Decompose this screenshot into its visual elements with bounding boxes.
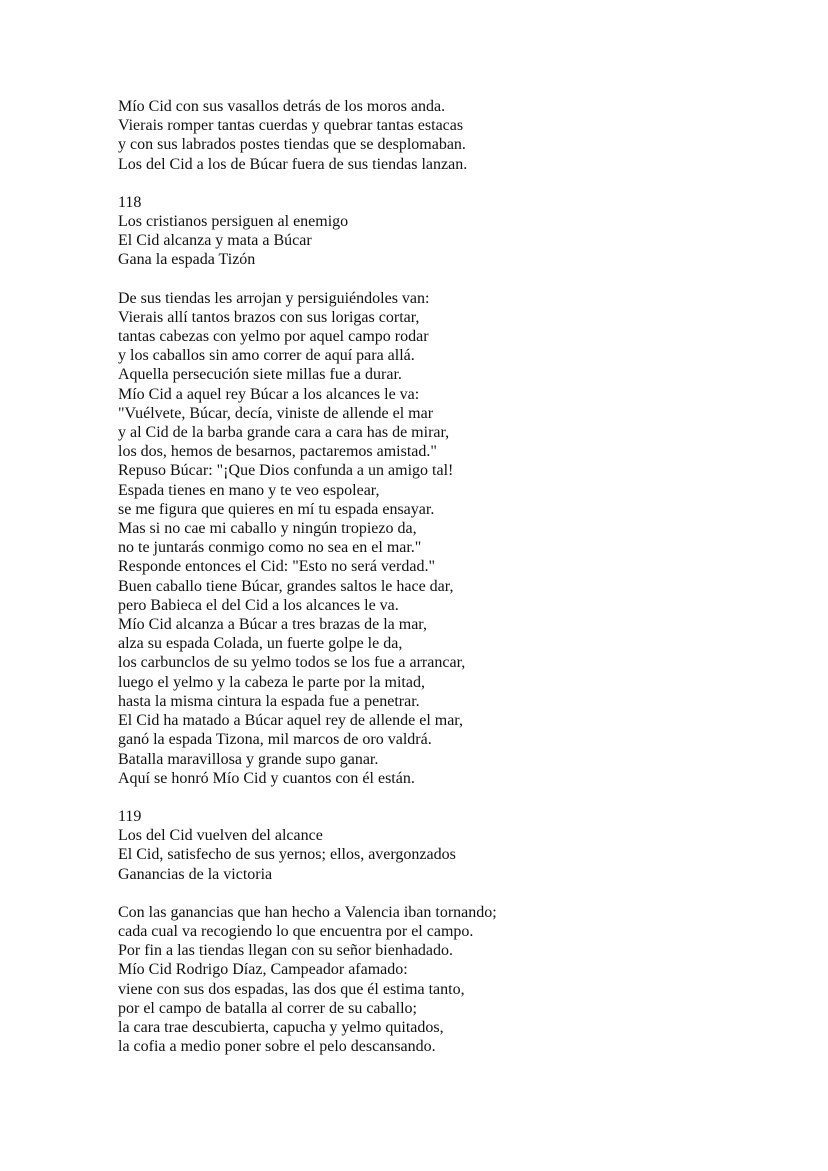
verse-line: cada cual va recogiendo lo que encuentra por el campo. [118, 922, 474, 940]
verse-line: y los caballos sin amo correr de aquí para allá. [118, 347, 415, 365]
section-heading: Los cristianos persiguen al enemigo [118, 213, 349, 231]
stanza-gap [118, 788, 798, 807]
verse-line: Por fin a las tiendas llegan con su señor bienhadado. [118, 942, 454, 960]
verse-line: "Vuélvete, Búcar, decía, viniste de allende el mar [118, 404, 434, 422]
verse-line: Los del Cid a los de Búcar fuera de sus tiendas lanzan. [118, 155, 468, 173]
stanza-gap [118, 270, 798, 289]
verse-line: Mío Cid alcanza a Búcar a tres brazas de la mar, [118, 616, 427, 634]
verse-line: tantas cabezas con yelmo por aquel campo rodar [118, 328, 429, 346]
verse-line: pero Babieca el del Cid a los alcances le va. [118, 596, 399, 614]
verse-line: Repuso Búcar: "¡Que Dios confunda a un amigo tal! [118, 462, 454, 480]
verse-line: Mío Cid a aquel rey Búcar a los alcances le va: [118, 385, 420, 403]
document-page [118, 97, 798, 1056]
section-heading: Los del Cid vuelven del alcance [118, 827, 323, 845]
section-number: 119 [118, 807, 142, 825]
verse-line: luego el yelmo y la cabeza le parte por la mitad, [118, 673, 425, 691]
section-118-verses [118, 289, 798, 788]
section-number: 118 [118, 193, 142, 211]
verse-line: los carbunclos de su yelmo todos se los fue a arrancar, [118, 654, 466, 672]
verse-line: no te juntarás conmigo como no sea en el mar." [118, 539, 422, 557]
section-heading: Gana la espada Tizón [118, 251, 256, 269]
verse-line: alza su espada Colada, un fuerte golpe le da, [118, 635, 403, 653]
verse-line: Mío Cid Rodrigo Díaz, Campeador afamado: [118, 961, 408, 979]
verse-line: Espada tienes en mano y te veo espolear, [118, 481, 380, 499]
verse-line: Mío Cid con sus vasallos detrás de los moros anda. [118, 98, 446, 115]
verse-line: Vierais allí tantos brazos con sus lorigas cortar, [118, 308, 420, 326]
verse-line: De sus tiendas les arrojan y persiguiéndoles van: [118, 289, 430, 307]
section-119-header [118, 807, 798, 884]
verse-line: los dos, hemos de besarnos, pactaremos amistad." [118, 443, 437, 461]
section-118-header [118, 193, 798, 270]
stanza-gap [118, 884, 798, 903]
verse-line: hasta la misma cintura la espada fue a penetrar. [118, 692, 420, 710]
verse-line: viene con sus dos espadas, las dos que él estima tanto, [118, 980, 465, 998]
verse-line: Con las ganancias que han hecho a Valencia iban tornando; [118, 903, 497, 921]
verse-line: Responde entonces el Cid: "Esto no será verdad." [118, 558, 435, 576]
verse-line: y al Cid de la barba grande cara a cara has de mirar, [118, 424, 450, 442]
verse-line: la cofia a medio poner sobre el pelo descansando. [118, 1038, 436, 1056]
verse-line: El Cid ha matado a Búcar aquel rey de allende el mar, [118, 712, 463, 730]
verse-line: Vierais romper tantas cuerdas y quebrar tantas estacas [118, 117, 464, 135]
verse-line: Aquella persecución siete millas fue a durar. [118, 366, 402, 384]
verse-line: y con sus labrados postes tiendas que se desplomaban. [118, 136, 466, 154]
verse-line: Batalla maravillosa y grande supo ganar. [118, 750, 379, 768]
section-119-verses [118, 903, 798, 1057]
verse-line: Mas si no cae mi caballo y ningún tropiezo da, [118, 520, 417, 538]
verse-line: por el campo de batalla al correr de su caballo; [118, 999, 417, 1017]
verse-line: se me figura que quieres en mí tu espada ensayar. [118, 500, 435, 518]
section-heading: Ganancias de la victoria [118, 865, 273, 883]
verse-line: Buen caballo tiene Búcar, grandes saltos le hace dar, [118, 577, 454, 595]
verse-line: Aquí se honró Mío Cid y cuantos con él están. [118, 769, 415, 787]
verse-line: ganó la espada Tizona, mil marcos de oro valdrá. [118, 731, 432, 749]
section-heading: El Cid alcanza y mata a Búcar [118, 232, 312, 250]
section-heading: El Cid, satisfecho de sus yernos; ellos, avergonzados [118, 846, 456, 864]
stanza-gap [118, 174, 798, 193]
verse-line: la cara trae descubierta, capucha y yelmo quitados, [118, 1018, 444, 1036]
opening-stanza [118, 97, 798, 174]
